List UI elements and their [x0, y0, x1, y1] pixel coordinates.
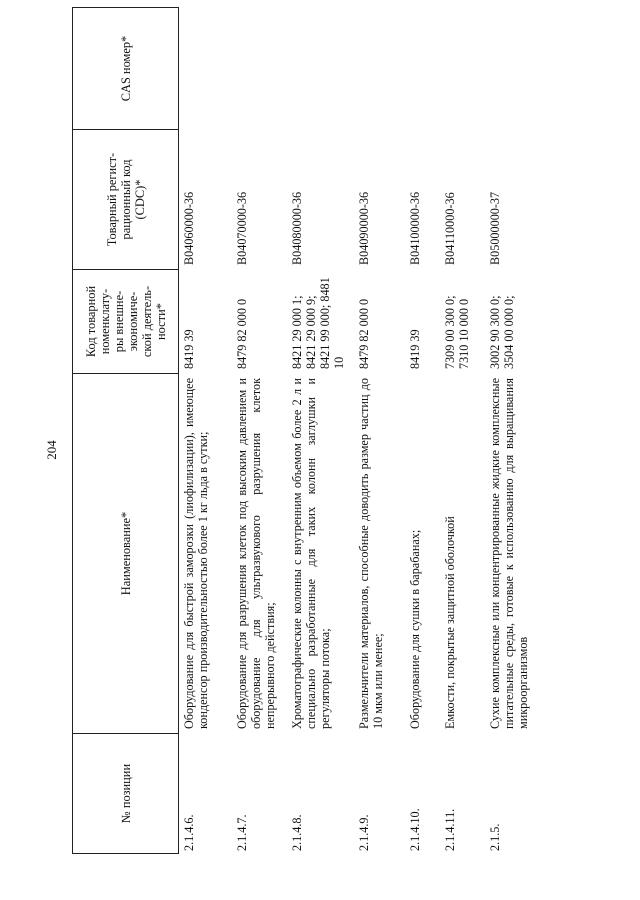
cell-name: Размельчители материалов, способные доводить размер частиц до 10 мкм или менее; — [357, 378, 385, 729]
header-cas: CAS номер* — [73, 8, 179, 130]
cell-cdc-code: B04090000-36 — [357, 191, 371, 265]
header-cdc-code — [73, 130, 179, 270]
table-row — [405, 8, 440, 854]
cell-cas — [287, 8, 354, 130]
cell-name: Сухие комплексные или концентрированные жидкие комплексные питательные среды, готовые к использованию для выращивания микроорганизмов — [488, 378, 530, 729]
cell-cas — [405, 8, 440, 130]
cell-cdc-code: B04080000-36 — [290, 191, 304, 265]
header-hs-line-3: ры внешне- — [111, 290, 126, 353]
cell-position: 2.1.4.6. — [182, 814, 196, 851]
header-position: № позиции — [73, 734, 179, 854]
cell-hs-code: 8419 39 — [408, 329, 422, 369]
cell-name: Оборудование для разрушения клеток под высоким давлением и оборудование для ультразвукового разрушения клеток непрерывного действия; — [235, 378, 277, 729]
cell-position: 2.1.4.10. — [408, 808, 422, 851]
cell-cdc-code: B04100000-36 — [408, 191, 422, 265]
cell-position: 2.1.4.7. — [235, 814, 249, 851]
table-row — [179, 8, 233, 854]
header-cdc-line-1: Товарный регист- — [104, 152, 119, 247]
cell-cas — [232, 8, 287, 130]
cell-hs-code: 8419 39 — [182, 329, 196, 369]
header-hs-code — [73, 270, 179, 374]
cell-hs-code: 8421 29 000 1; 8421 29 000 9; 8421 99 000; 8481 10 — [290, 277, 346, 369]
cell-cdc-code: B05000000-37 — [488, 191, 502, 265]
cell-hs-code: 7309 00 300 0; 7310 10 000 0 — [443, 295, 471, 369]
header-name: Наименование* — [73, 374, 179, 734]
cell-hs-code: 8479 82 000 0 — [357, 298, 371, 369]
cell-position: 2.1.4.8. — [290, 814, 304, 851]
cell-hs-code: 8479 82 000 0 — [235, 298, 249, 369]
cell-cdc-code: B04060000-36 — [182, 191, 196, 265]
header-hs-line-1: Код товарной — [83, 285, 98, 358]
cell-name: Хроматографические колонны с внутренним объемом более 2 л и специально разработанные для таких колонн заглушки и регуляторы потока; — [290, 378, 332, 729]
header-cdc-line-3: (CDC)* — [132, 179, 147, 220]
cell-position: 2.1.4.9. — [357, 814, 371, 851]
cell-cas — [354, 8, 405, 130]
header-cdc-line-2: рационный код — [118, 159, 133, 240]
header-hs-line-5: ской деятель- — [139, 285, 154, 358]
cell-name: Емкости, покрытые защитной оболочкой — [443, 516, 457, 729]
table-row — [354, 8, 405, 854]
page-number: 204 — [44, 440, 59, 460]
header-hs-line-2: номенклату- — [97, 288, 112, 355]
cell-cdc-code: B04110000-36 — [443, 192, 457, 265]
cell-position: 2.1.4.11. — [443, 808, 457, 851]
table-row — [232, 8, 287, 854]
cell-hs-code: 3002 90 300 0; 3504 00 000 0; — [488, 295, 516, 369]
table-row — [287, 8, 354, 854]
cell-position: 2.1.5. — [488, 823, 502, 851]
cell-cas — [179, 8, 233, 130]
cell-cdc-code: B04070000-36 — [235, 191, 249, 265]
table-header — [73, 8, 179, 854]
table-row — [440, 8, 485, 854]
cell-cas — [485, 8, 534, 130]
header-hs-line-4: экономиче- — [125, 291, 140, 352]
cell-cas — [440, 8, 485, 130]
cell-name: Оборудование для сушки в барабанах; — [408, 529, 422, 729]
cell-name: Оборудование для быстрой заморозки (лиофилизации), имеющее конденсор производительностью более 1 кг льда в сутки; — [182, 378, 210, 729]
rotated-page — [40, 20, 640, 880]
header-hs-line-6: ности* — [153, 303, 168, 340]
table-row — [485, 8, 534, 854]
goods-table — [72, 7, 534, 854]
